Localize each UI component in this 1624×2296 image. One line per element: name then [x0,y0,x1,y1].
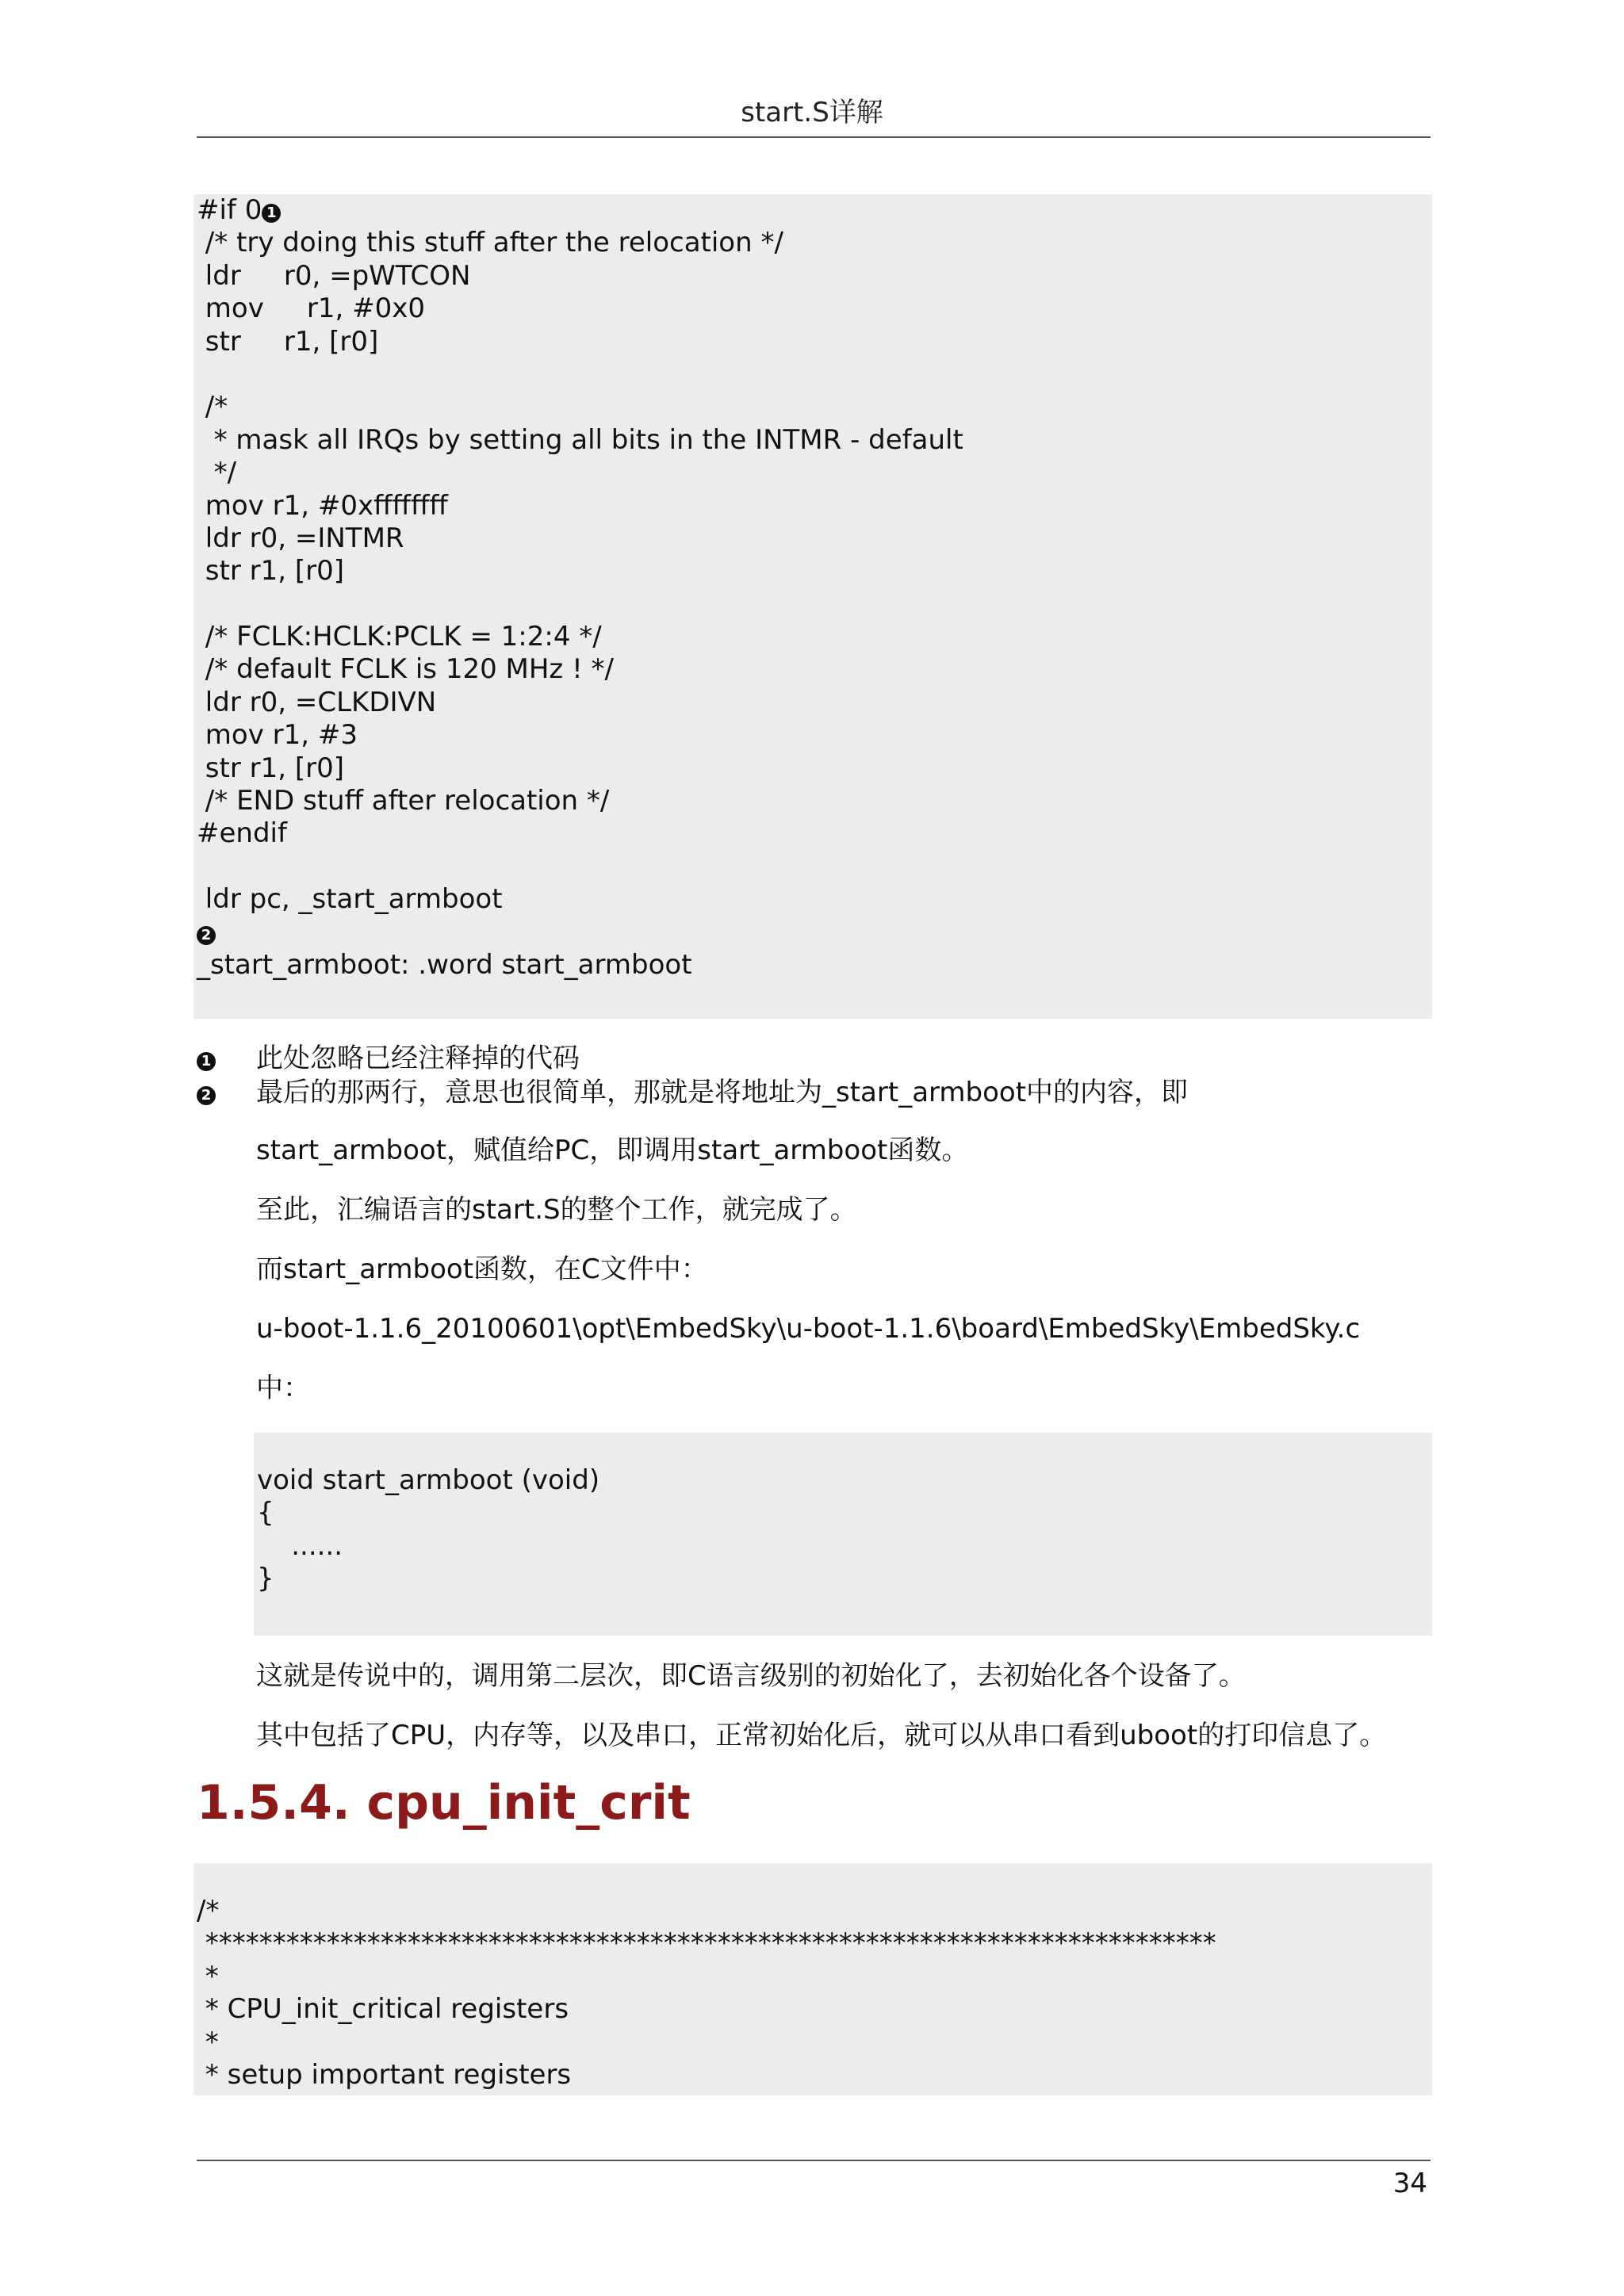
code-line: /* try doing this stuff after the relocation */ [197,227,783,259]
code-line: ldr r0, =INTMR [197,522,404,554]
callout-marker-icon: 2 [197,1086,216,1105]
code-line: ...... [257,1529,343,1562]
file-path: u-boot-1.1.6_20100601\opt\EmbedSky\u-boot-1.1.6\board\EmbedSky\EmbedSky.c [256,1313,1361,1345]
code-line [197,851,1432,883]
code-line: } [257,1563,274,1595]
code-line: ldr r0, =CLKDIVN [197,686,437,718]
paragraph: start_armboot，赋值给PC，即调用start_armboot函数。 [256,1135,969,1166]
code-line: /* [197,1895,220,1927]
code-line: str r1, [r0] [197,752,345,784]
callout-note-text: 此处忽略已经注释掉的代码 [256,1043,580,1074]
code-line: /* [197,391,228,423]
code-line: /* default FCLK is 120 MHz ! */ [197,653,614,686]
code-line: * [197,2026,219,2058]
header-rule [197,136,1431,138]
code-line: * [197,1960,219,1992]
callout-marker-icon: 1 [262,204,281,223]
code-line: #endif [197,817,287,850]
page-header-title: start.S详解 [741,97,883,128]
code-line: mov r1, #0x0 [197,293,425,325]
code-line: /* END stuff after relocation */ [197,785,610,817]
callout-note-text: 最后的那两行，意思也很简单，那就是将地址为_start_armboot中的内容，即 [256,1077,1189,1108]
page-number: 34 [1392,2168,1427,2199]
code-block-relocation [193,194,1432,1019]
code-line: */ [197,457,237,489]
code-line: str r1, [r0] [197,325,379,358]
callout-marker-icon: 2 [197,926,216,945]
code-line [197,358,1432,391]
code-line: _start_armboot: .word start_armboot [197,948,692,981]
code-line: * mask all IRQs by setting all bits in the INTMR - default [197,423,963,456]
footer-rule [197,2160,1431,2161]
code-line: * CPU_init_critical registers [197,1993,569,2026]
callout-note-2 [0,1075,1624,1110]
section-heading: 1.5.4. cpu_init_crit [197,1775,691,1831]
code-block-cpu-init-crit [193,1863,1432,2095]
code-block-start-armboot [254,1433,1432,1636]
code-line: mov r1, #0xffffffff [197,489,448,522]
code-line: str r1, [r0] [197,555,345,587]
code-line: { [257,1497,274,1529]
code-line: ldr pc, _start_armboot [197,883,503,916]
callout-note-1 [0,1041,1624,1076]
paragraph: 这就是传说中的，调用第二层次，即C语言级别的初始化了，去初始化各个设备了。 [256,1660,1246,1692]
paragraph: 至此，汇编语言的start.S的整个工作，就完成了。 [256,1194,857,1226]
code-line [197,588,1432,621]
code-line: * setup important registers [197,2058,572,2091]
paragraph: 而start_armboot函数，在C文件中： [256,1253,708,1285]
paragraph: 中： [256,1372,310,1404]
code-line: /* FCLK:HCLK:PCLK = 1:2:4 */ [197,621,602,653]
code-line: *************************************************************************** [197,1927,1216,1960]
paragraph: 其中包括了CPU，内存等，以及串口，正常初始化后，就可以从串口看到uboot的打印信息了。 [256,1720,1387,1751]
callout-marker-icon: 1 [197,1052,216,1071]
code-line: void start_armboot (void) [257,1464,600,1496]
code-line: #if 0 [197,194,262,226]
code-line: ldr r0, =pWTCON [197,259,471,292]
code-line: mov r1, #3 [197,719,358,752]
